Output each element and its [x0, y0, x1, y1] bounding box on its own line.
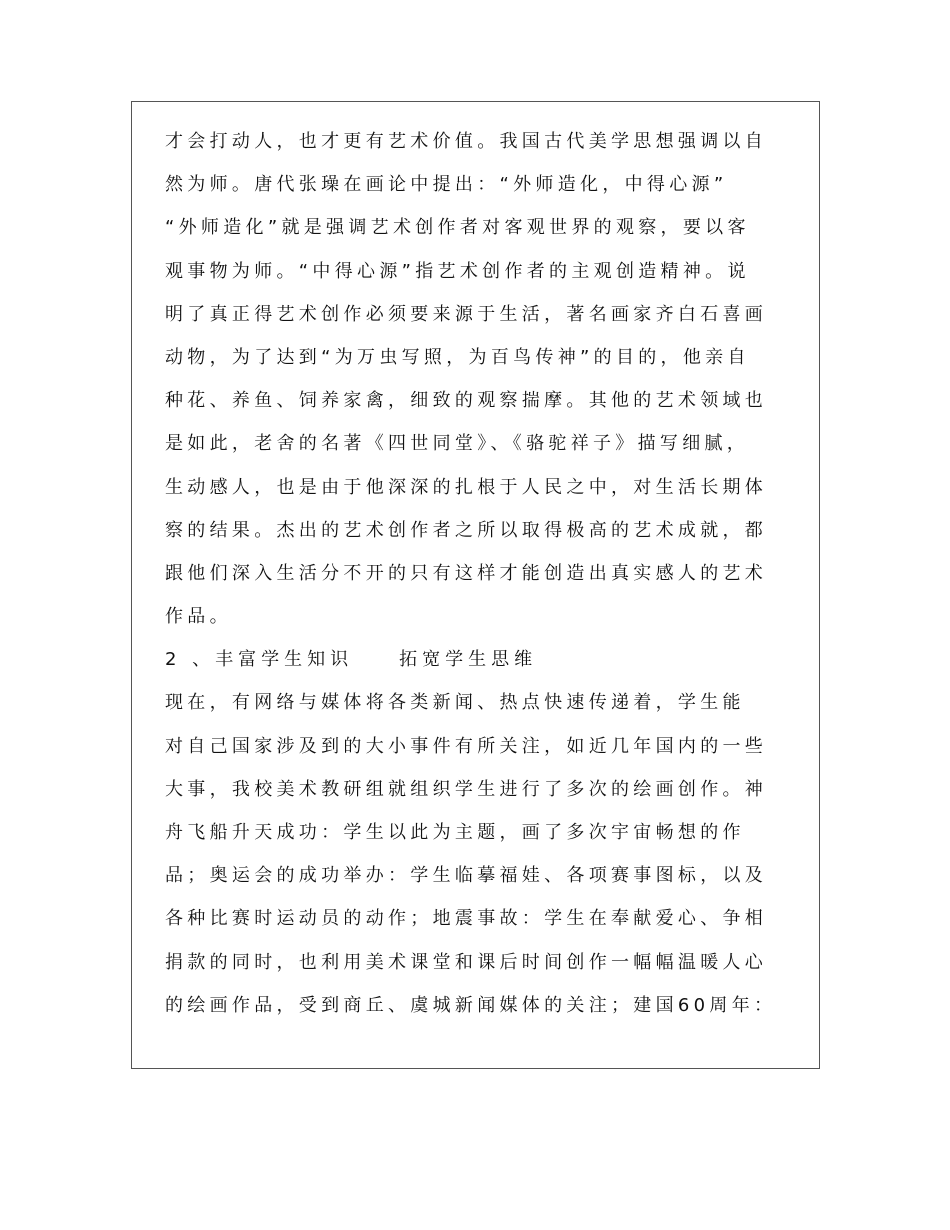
- text-line: 是如此，老舍的名著《四世同堂》、《骆驼祥子》描写细腻，: [165, 433, 750, 455]
- text-line: 跟他们深入生活分不开的只有这样才能创造出真实感人的艺术: [165, 562, 768, 584]
- text-line: 捐款的同时，也利用美术课堂和课后时间创作一幅幅温暖人心: [165, 951, 768, 973]
- text-line: 现在，有网络与媒体将各类新闻、热点快速传递着，学生能: [165, 692, 745, 714]
- text-line: 品；奥运会的成功举办：学生临摹福娃、各项赛事图标，以及: [165, 865, 768, 887]
- text-line: 才会打动人，也才更有艺术价值。我国古代美学思想强调以自: [165, 131, 768, 152]
- text-line: 舟飞船升天成功：学生以此为主题，画了多次宇宙畅想的作: [165, 822, 745, 843]
- text-line: 大事，我校美术教研组就组织学生进行了多次的绘画创作。神: [165, 778, 768, 800]
- text-line: “外师造化”就是强调艺术创作者对客观世界的观察，要以客: [165, 217, 750, 239]
- document-text: [165, 120, 805, 1027]
- text-line: 的绘画作品，受到商丘、虞城新闻媒体的关注；建国60周年：: [165, 994, 777, 1016]
- text-line: 动物，为了达到“为万虫写照，为百鸟传神”的目的，他亲自: [165, 346, 750, 368]
- text-line: 作品。: [165, 606, 232, 628]
- text-line: 生动感人，也是由于他深深的扎根于人民之中，对生活长期体: [165, 476, 768, 498]
- section-heading: 2 、丰富学生知识 拓宽学生思维: [165, 649, 538, 671]
- text-line: 各种比赛时运动员的动作；地震事故：学生在奉献爱心、争相: [165, 908, 768, 930]
- text-line: 明了真正得艺术创作必须要来源于生活，著名画家齐白石喜画: [165, 303, 768, 325]
- text-line: 种花、养鱼、饲养家禽，细致的观察揣摩。其他的艺术领域也: [165, 390, 768, 412]
- text-line: 观事物为师。“中得心源”指艺术创作者的主观创造精神。说: [165, 260, 750, 282]
- text-line: 对自己国家涉及到的大小事件有所关注，如近几年国内的一些: [165, 735, 768, 757]
- text-line: 察的结果。杰出的艺术创作者之所以取得极高的艺术成就，都: [165, 519, 768, 541]
- text-line: 然为师。唐代张璪在画论中提出：“外师造化，中得心源”: [165, 174, 728, 196]
